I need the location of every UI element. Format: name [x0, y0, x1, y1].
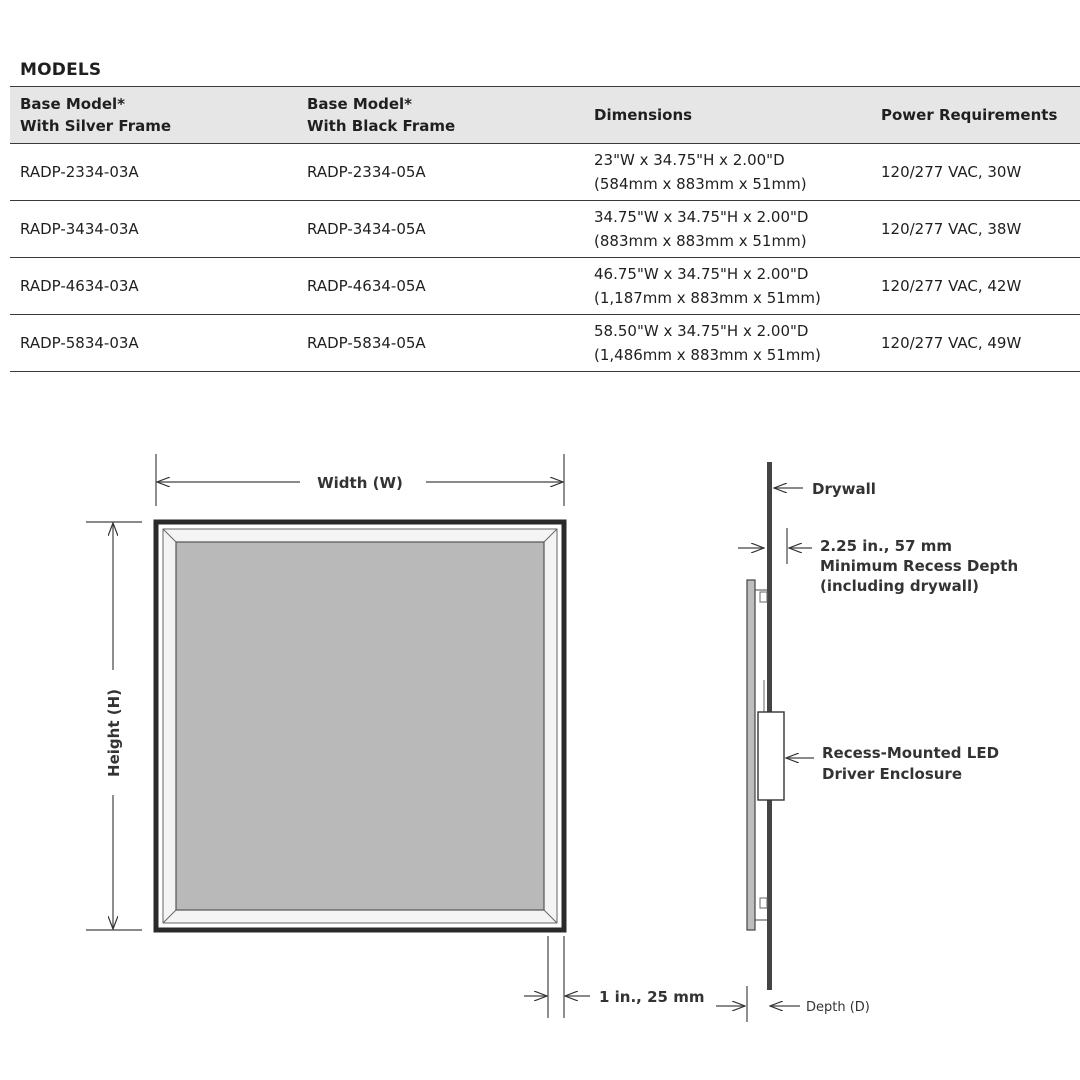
recess-label-line1: 2.25 in., 57 mm	[820, 537, 953, 555]
cell-dimensions: 58.50"W x 34.75"H x 2.00"D (1,486mm x 883mm x 51mm)	[584, 315, 871, 372]
cell-silver-model: RADP-3434-03A	[10, 201, 297, 258]
depth-label: Depth (D)	[806, 1000, 870, 1015]
cell-silver-model: RADP-5834-03A	[10, 315, 297, 372]
cell-black-model: RADP-3434-05A	[297, 201, 584, 258]
cell-black-model: RADP-5834-05A	[297, 315, 584, 372]
panel-diffuser	[176, 542, 544, 910]
cell-silver-model: RADP-4634-03A	[10, 258, 297, 315]
panel-side-profile	[747, 580, 755, 930]
section-title: MODELS	[20, 60, 102, 80]
driver-label-line2: Driver Enclosure	[822, 765, 963, 783]
cell-power: 120/277 VAC, 30W	[871, 144, 1080, 201]
driver-label-line1: Recess-Mounted LED	[822, 744, 1000, 762]
cell-black-model: RADP-2334-05A	[297, 144, 584, 201]
header-black-frame: Base Model* With Black Frame	[297, 87, 584, 144]
header-dimensions: Dimensions	[584, 87, 871, 144]
cell-black-model: RADP-4634-05A	[297, 258, 584, 315]
table-row	[10, 201, 1080, 258]
height-label: Height (H)	[105, 689, 123, 777]
recess-label-line3: (including drywall)	[820, 577, 979, 595]
cell-silver-model: RADP-2334-03A	[10, 144, 297, 201]
table-header-row	[10, 87, 1080, 144]
recess-label-line2: Minimum Recess Depth	[820, 557, 1019, 575]
cell-power: 120/277 VAC, 42W	[871, 258, 1080, 315]
cell-power: 120/277 VAC, 38W	[871, 201, 1080, 258]
cell-power: 120/277 VAC, 49W	[871, 315, 1080, 372]
cell-dimensions: 34.75"W x 34.75"H x 2.00"D (883mm x 883mm x 51mm)	[584, 201, 871, 258]
driver-enclosure	[758, 712, 784, 800]
header-silver-frame: Base Model* With Silver Frame	[10, 87, 297, 144]
models-table	[10, 86, 1080, 372]
table-row	[10, 144, 1080, 201]
front-view	[86, 454, 704, 1018]
header-power: Power Requirements	[871, 87, 1080, 144]
side-view	[716, 462, 1018, 1022]
panel-dimension-drawing	[0, 440, 1080, 1040]
frame-width-label: 1 in., 25 mm	[599, 988, 705, 1006]
drywall-label: Drywall	[812, 480, 876, 498]
table-row	[10, 258, 1080, 315]
width-label: Width (W)	[317, 474, 403, 492]
table-row	[10, 315, 1080, 372]
cell-dimensions: 46.75"W x 34.75"H x 2.00"D (1,187mm x 883mm x 51mm)	[584, 258, 871, 315]
cell-dimensions: 23"W x 34.75"H x 2.00"D (584mm x 883mm x 51mm)	[584, 144, 871, 201]
